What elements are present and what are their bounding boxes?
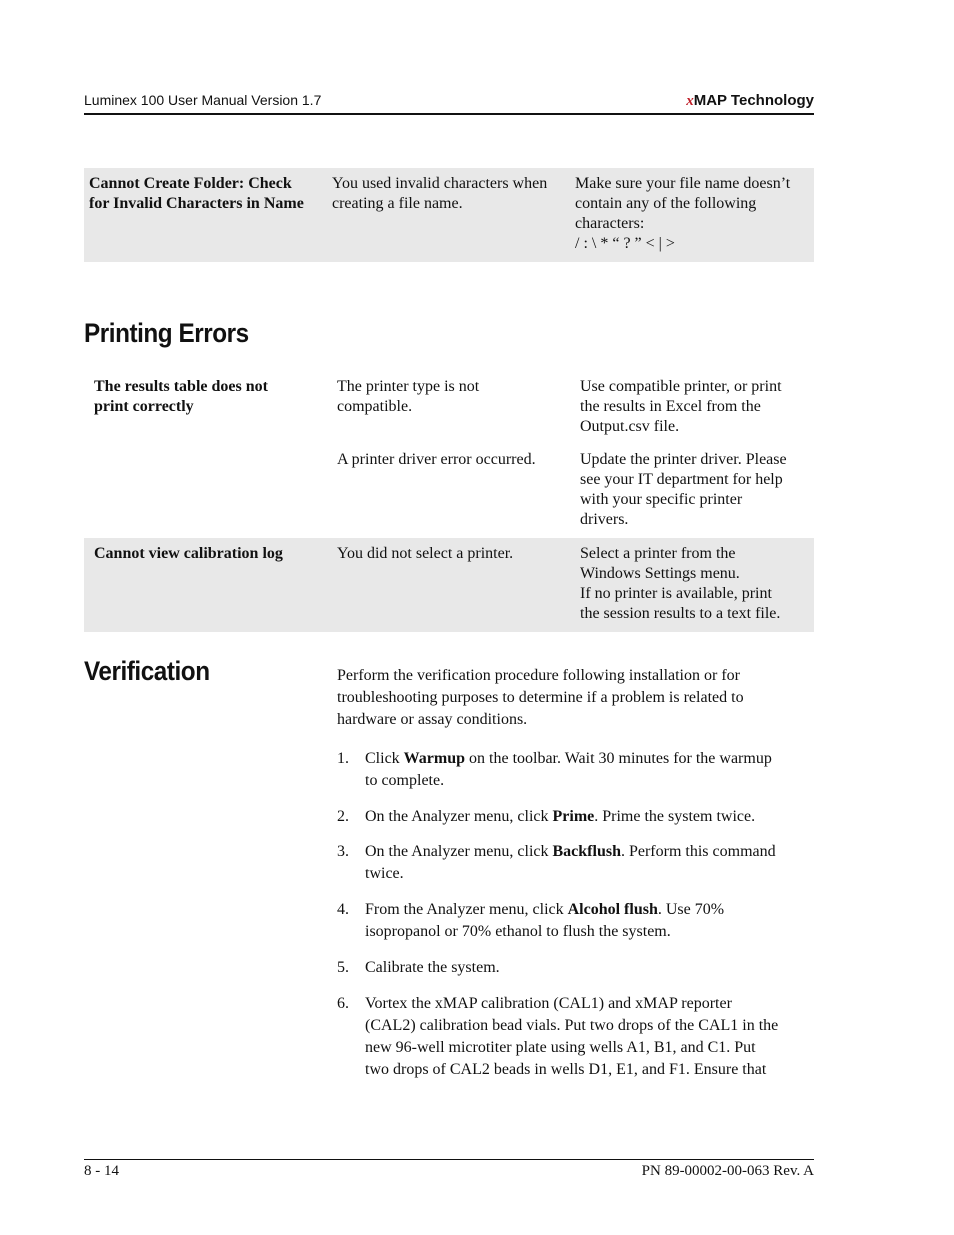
text-line: Select a printer from the xyxy=(580,545,736,562)
text-line: two drops of CAL2 beads in wells D1, E1, and F1. Ensure that xyxy=(365,1061,767,1078)
page-number: 8 - 14 xyxy=(84,1163,119,1179)
solution-cell xyxy=(575,174,790,254)
command-name: Warmup xyxy=(403,750,466,767)
command-name: Prime xyxy=(552,808,595,825)
text-line: The results table does not xyxy=(94,378,268,395)
solution-cell xyxy=(580,377,782,437)
solution-cell xyxy=(580,450,787,530)
text-line: new 96-well microtiter plate using wells A1, B1, and C1. Put xyxy=(365,1039,756,1056)
step-number: 3. xyxy=(337,843,349,860)
text-line: Output.csv file. xyxy=(580,418,680,435)
text-line: print correctly xyxy=(94,398,194,415)
text-line: to complete. xyxy=(365,772,445,789)
step-number: 4. xyxy=(337,901,349,918)
text-line: Vortex the xMAP calibration (CAL1) and xMAP reporter xyxy=(365,995,732,1012)
step-number: 1. xyxy=(337,750,349,767)
cause-cell xyxy=(332,174,547,214)
header-rule xyxy=(84,113,814,115)
solution-cell xyxy=(580,544,780,624)
text-line: Windows Settings menu. xyxy=(580,565,740,582)
text-line: Use compatible printer, or print xyxy=(580,378,782,395)
cause-cell xyxy=(337,450,536,470)
cause-cell xyxy=(337,544,513,564)
text-line: A printer driver error occurred. xyxy=(337,451,536,468)
problem-cell xyxy=(94,544,283,564)
step-number: 5. xyxy=(337,959,349,976)
text-line: for Invalid Characters in Name xyxy=(89,195,304,212)
text-line: You used invalid characters when xyxy=(332,175,548,192)
text-line: with your specific printer xyxy=(580,491,743,508)
folder-error-table xyxy=(84,168,814,262)
text-line: (CAL2) calibration bead vials. Put two drops of the CAL1 in the xyxy=(365,1017,779,1034)
brand-text: MAP Technology xyxy=(693,92,814,109)
text-run: On the Analyzer menu, click xyxy=(365,808,553,825)
text-line: Update the printer driver. Please xyxy=(580,451,787,468)
text-line: troubleshooting purposes to determine if a problem is related to xyxy=(337,689,744,706)
text-line: characters: xyxy=(575,215,645,232)
text-run: . Prime the system twice. xyxy=(594,808,756,825)
text-line: / : \ * “ ? ” < | > xyxy=(575,235,675,252)
verification-intro xyxy=(337,665,817,731)
part-number: PN 89-00002-00-063 Rev. A xyxy=(641,1163,814,1179)
text-line: If no printer is available, print xyxy=(580,585,772,602)
text-line: the results in Excel from the xyxy=(580,398,761,415)
text-line: compatible. xyxy=(337,398,413,415)
text-line: Cannot view calibration log xyxy=(94,545,283,562)
text-line: twice. xyxy=(365,865,404,882)
header-brand xyxy=(686,92,814,110)
verification-heading: Verification xyxy=(84,656,210,686)
command-name: Backflush xyxy=(552,843,621,860)
text-line: hardware or assay conditions. xyxy=(337,711,528,728)
text-line: Cannot Create Folder: Check xyxy=(89,175,292,192)
text-line: Make sure your file name doesn’t xyxy=(575,175,791,192)
printing-errors-table xyxy=(84,371,814,632)
text-run: From the Analyzer menu, click xyxy=(365,901,568,918)
text-line: contain any of the following xyxy=(575,195,757,212)
text-run: . Use 70% xyxy=(657,901,725,918)
printing-errors-heading: Printing Errors xyxy=(84,318,249,348)
text-line: isopropanol or 70% ethanol to flush the system. xyxy=(365,923,671,940)
text-run: on the toolbar. Wait 30 minutes for the warmup xyxy=(465,750,772,767)
text-run: . Perform this command xyxy=(620,843,776,860)
step-number: 2. xyxy=(337,808,349,825)
table-row xyxy=(84,538,814,632)
text-line: The printer type is not xyxy=(337,378,480,395)
text-run: On the Analyzer menu, click xyxy=(365,843,553,860)
problem-cell xyxy=(89,174,304,214)
text-line: You did not select a printer. xyxy=(337,545,514,562)
brand-x: x xyxy=(686,93,694,109)
cause-cell xyxy=(337,377,479,417)
text-run: Click xyxy=(365,750,404,767)
step-number: 6. xyxy=(337,995,349,1012)
command-name: Alcohol flush xyxy=(567,901,658,918)
header-manual-title: Luminex 100 User Manual Version 1.7 xyxy=(84,92,322,108)
table-row xyxy=(84,371,814,538)
footer-rule xyxy=(84,1159,814,1160)
text-line: Perform the verification procedure following installation or for xyxy=(337,667,740,684)
text-line: Calibrate the system. xyxy=(365,959,500,976)
text-line: creating a file name. xyxy=(332,195,463,212)
problem-cell xyxy=(94,377,268,417)
text-line: drivers. xyxy=(580,511,629,528)
text-line: see your IT department for help xyxy=(580,471,783,488)
text-line: the session results to a text file. xyxy=(580,605,781,622)
